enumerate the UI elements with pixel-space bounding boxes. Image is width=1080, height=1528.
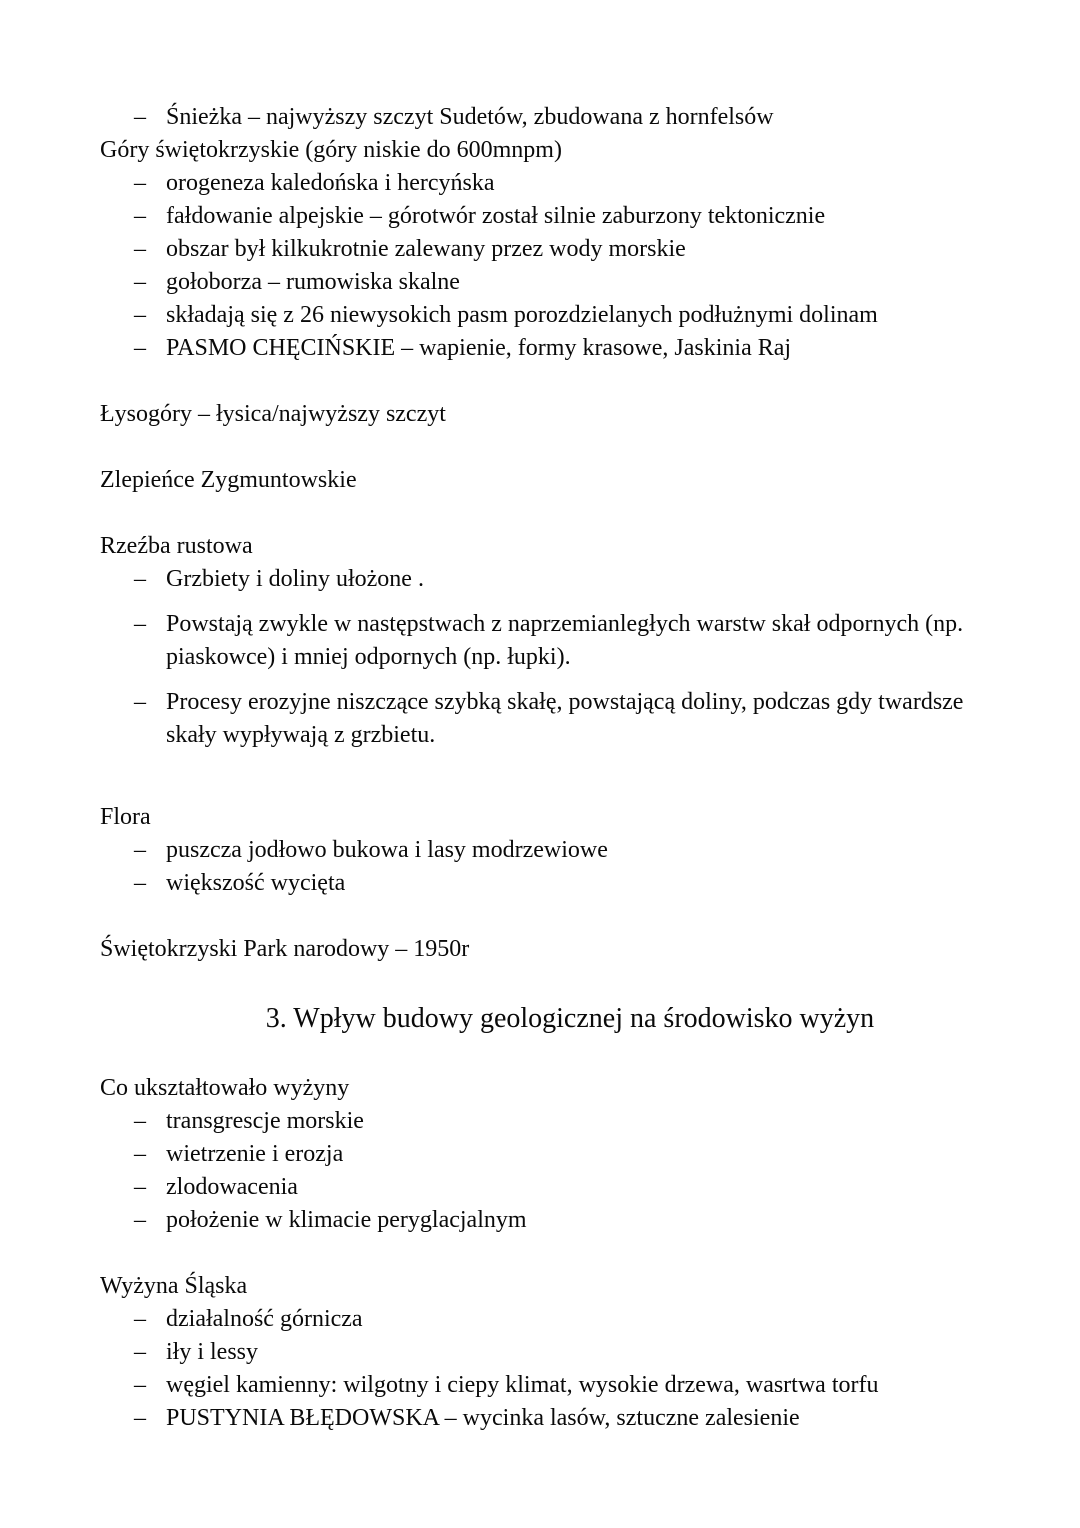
list-item [100, 1369, 980, 1402]
list-item-label: transgrescje morskie [166, 1108, 364, 1134]
list-item-label: PASMO CHĘCIŃSKIE – wapienie, formy krasowe, Jaskinia Raj [166, 335, 792, 361]
co-uksztaltowalo-heading: Co ukształtowało wyżyny [100, 1075, 350, 1101]
paragraph-spacer [100, 1039, 980, 1072]
dash-bullet-icon: – [134, 870, 146, 896]
paragraph-spacer [100, 431, 980, 464]
list-item [100, 834, 980, 867]
list-item [100, 867, 980, 900]
wyzyna-slaska-bullet-list [100, 1303, 980, 1435]
list-item-label: Powstają zwykle w następstwach z naprzemianległych warstw skał odpornych (np. piaskowce) i mniej odpornych (np. łupki). [166, 611, 964, 670]
dash-bullet-icon: – [134, 689, 146, 715]
lysogory-paragraph: Łysogóry – łysica/najwyższy szczyt [100, 401, 446, 427]
list-item [100, 1303, 980, 1336]
paragraph-spacer [100, 785, 980, 801]
list-item-label: zlodowacenia [166, 1174, 298, 1200]
flora-heading: Flora [100, 804, 151, 830]
list-item [100, 167, 980, 200]
dash-bullet-icon: – [134, 1405, 146, 1431]
list-item-label: składają się z 26 niewysokich pasm porozdzielanych podłużnymi dolinam [166, 302, 878, 328]
paragraph-spacer [100, 497, 980, 530]
list-item-label: orogeneza kaledońska i hercyńska [166, 170, 495, 196]
list-item [100, 1138, 980, 1171]
list-item [100, 1105, 980, 1138]
list-item-label: gołoborza – rumowiska skalne [166, 269, 460, 295]
dash-bullet-icon: – [134, 837, 146, 863]
list-item-label: Procesy erozyjne niszczące szybką skałę, powstającą doliny, podczas gdy twardsze skały wypływają z grzbietu. [166, 689, 964, 748]
list-item [100, 563, 980, 596]
section-heading: 3. Wpływ budowy geologicznej na środowisko wyżyn [265, 1003, 875, 1034]
co-uksztaltowalo-bullet-list [100, 1105, 980, 1237]
list-item-label: PUSTYNIA BŁĘDOWSKA – wycinka lasów, sztuczne zalesienie [166, 1405, 800, 1431]
list-item [100, 1171, 980, 1204]
list-item-label: większość wycięta [166, 870, 346, 896]
list-item [100, 608, 980, 674]
rzezba-rustowa-heading: Rzeźba rustowa [100, 533, 253, 559]
dash-bullet-icon: – [134, 269, 146, 295]
list-item-label: działalność górnicza [166, 1306, 363, 1332]
list-item-label: iły i lessy [166, 1339, 259, 1365]
list-item-label: fałdowanie alpejskie – górotwór został silnie zaburzony tektonicznie [166, 203, 826, 229]
paragraph-spacer [100, 365, 980, 398]
list-item [100, 332, 980, 365]
paragraph-spacer [100, 1237, 980, 1270]
dash-bullet-icon: – [134, 1174, 146, 1200]
list-item-label: Śnieżka – najwyższy szczyt Sudetów, zbudowana z hornfelsów [166, 104, 774, 130]
list-item [100, 266, 980, 299]
list-item [100, 1336, 980, 1369]
zlepience-paragraph: Zlepieńce Zygmuntowskie [100, 467, 357, 493]
dash-bullet-icon: – [134, 170, 146, 196]
dash-bullet-icon: – [134, 302, 146, 328]
list-item [100, 101, 980, 134]
dash-bullet-icon: – [134, 1372, 146, 1398]
gory-swietokrzyskie-heading: Góry świętokrzyskie (góry niskie do 600mnpm) [100, 137, 562, 163]
document-body [100, 101, 980, 1435]
list-item-label: puszcza jodłowo bukowa i lasy modrzewiowe [166, 837, 608, 863]
list-item-label: obszar był kilkukrotnie zalewany przez wody morskie [166, 236, 686, 262]
paragraph-spacer [100, 966, 980, 999]
dash-bullet-icon: – [134, 104, 146, 130]
dash-bullet-icon: – [134, 1339, 146, 1365]
dash-bullet-icon: – [134, 1141, 146, 1167]
flora-bullet-list [100, 834, 980, 900]
list-item [100, 686, 980, 752]
list-item [100, 1402, 980, 1435]
dash-bullet-icon: – [134, 1108, 146, 1134]
paragraph-spacer [100, 752, 980, 785]
rzezba-rustowa-bullet-list [100, 563, 980, 752]
list-item-label: Grzbiety i doliny ułożone . [166, 566, 424, 592]
dash-bullet-icon: – [134, 203, 146, 229]
list-item-label: wietrzenie i erozja [166, 1141, 344, 1167]
list-item-label: węgiel kamienny: wilgotny i ciepy klimat, wysokie drzewa, wasrtwa torfu [166, 1372, 879, 1398]
park-narodowy-paragraph: Świętokrzyski Park narodowy – 1950r [100, 936, 470, 962]
list-item [100, 299, 980, 332]
gory-swietokrzyskie-bullet-list [100, 167, 980, 365]
wyzyna-slaska-heading: Wyżyna Śląska [100, 1273, 248, 1299]
dash-bullet-icon: – [134, 236, 146, 262]
list-item [100, 233, 980, 266]
dash-bullet-icon: – [134, 335, 146, 361]
dash-bullet-icon: – [134, 566, 146, 592]
sudety-bullet-list [100, 101, 980, 134]
paragraph-spacer [100, 900, 980, 933]
list-item [100, 1204, 980, 1237]
dash-bullet-icon: – [134, 1207, 146, 1233]
dash-bullet-icon: – [134, 1306, 146, 1332]
list-item-label: położenie w klimacie peryglacjalnym [166, 1207, 527, 1233]
list-item [100, 200, 980, 233]
dash-bullet-icon: – [134, 611, 146, 637]
